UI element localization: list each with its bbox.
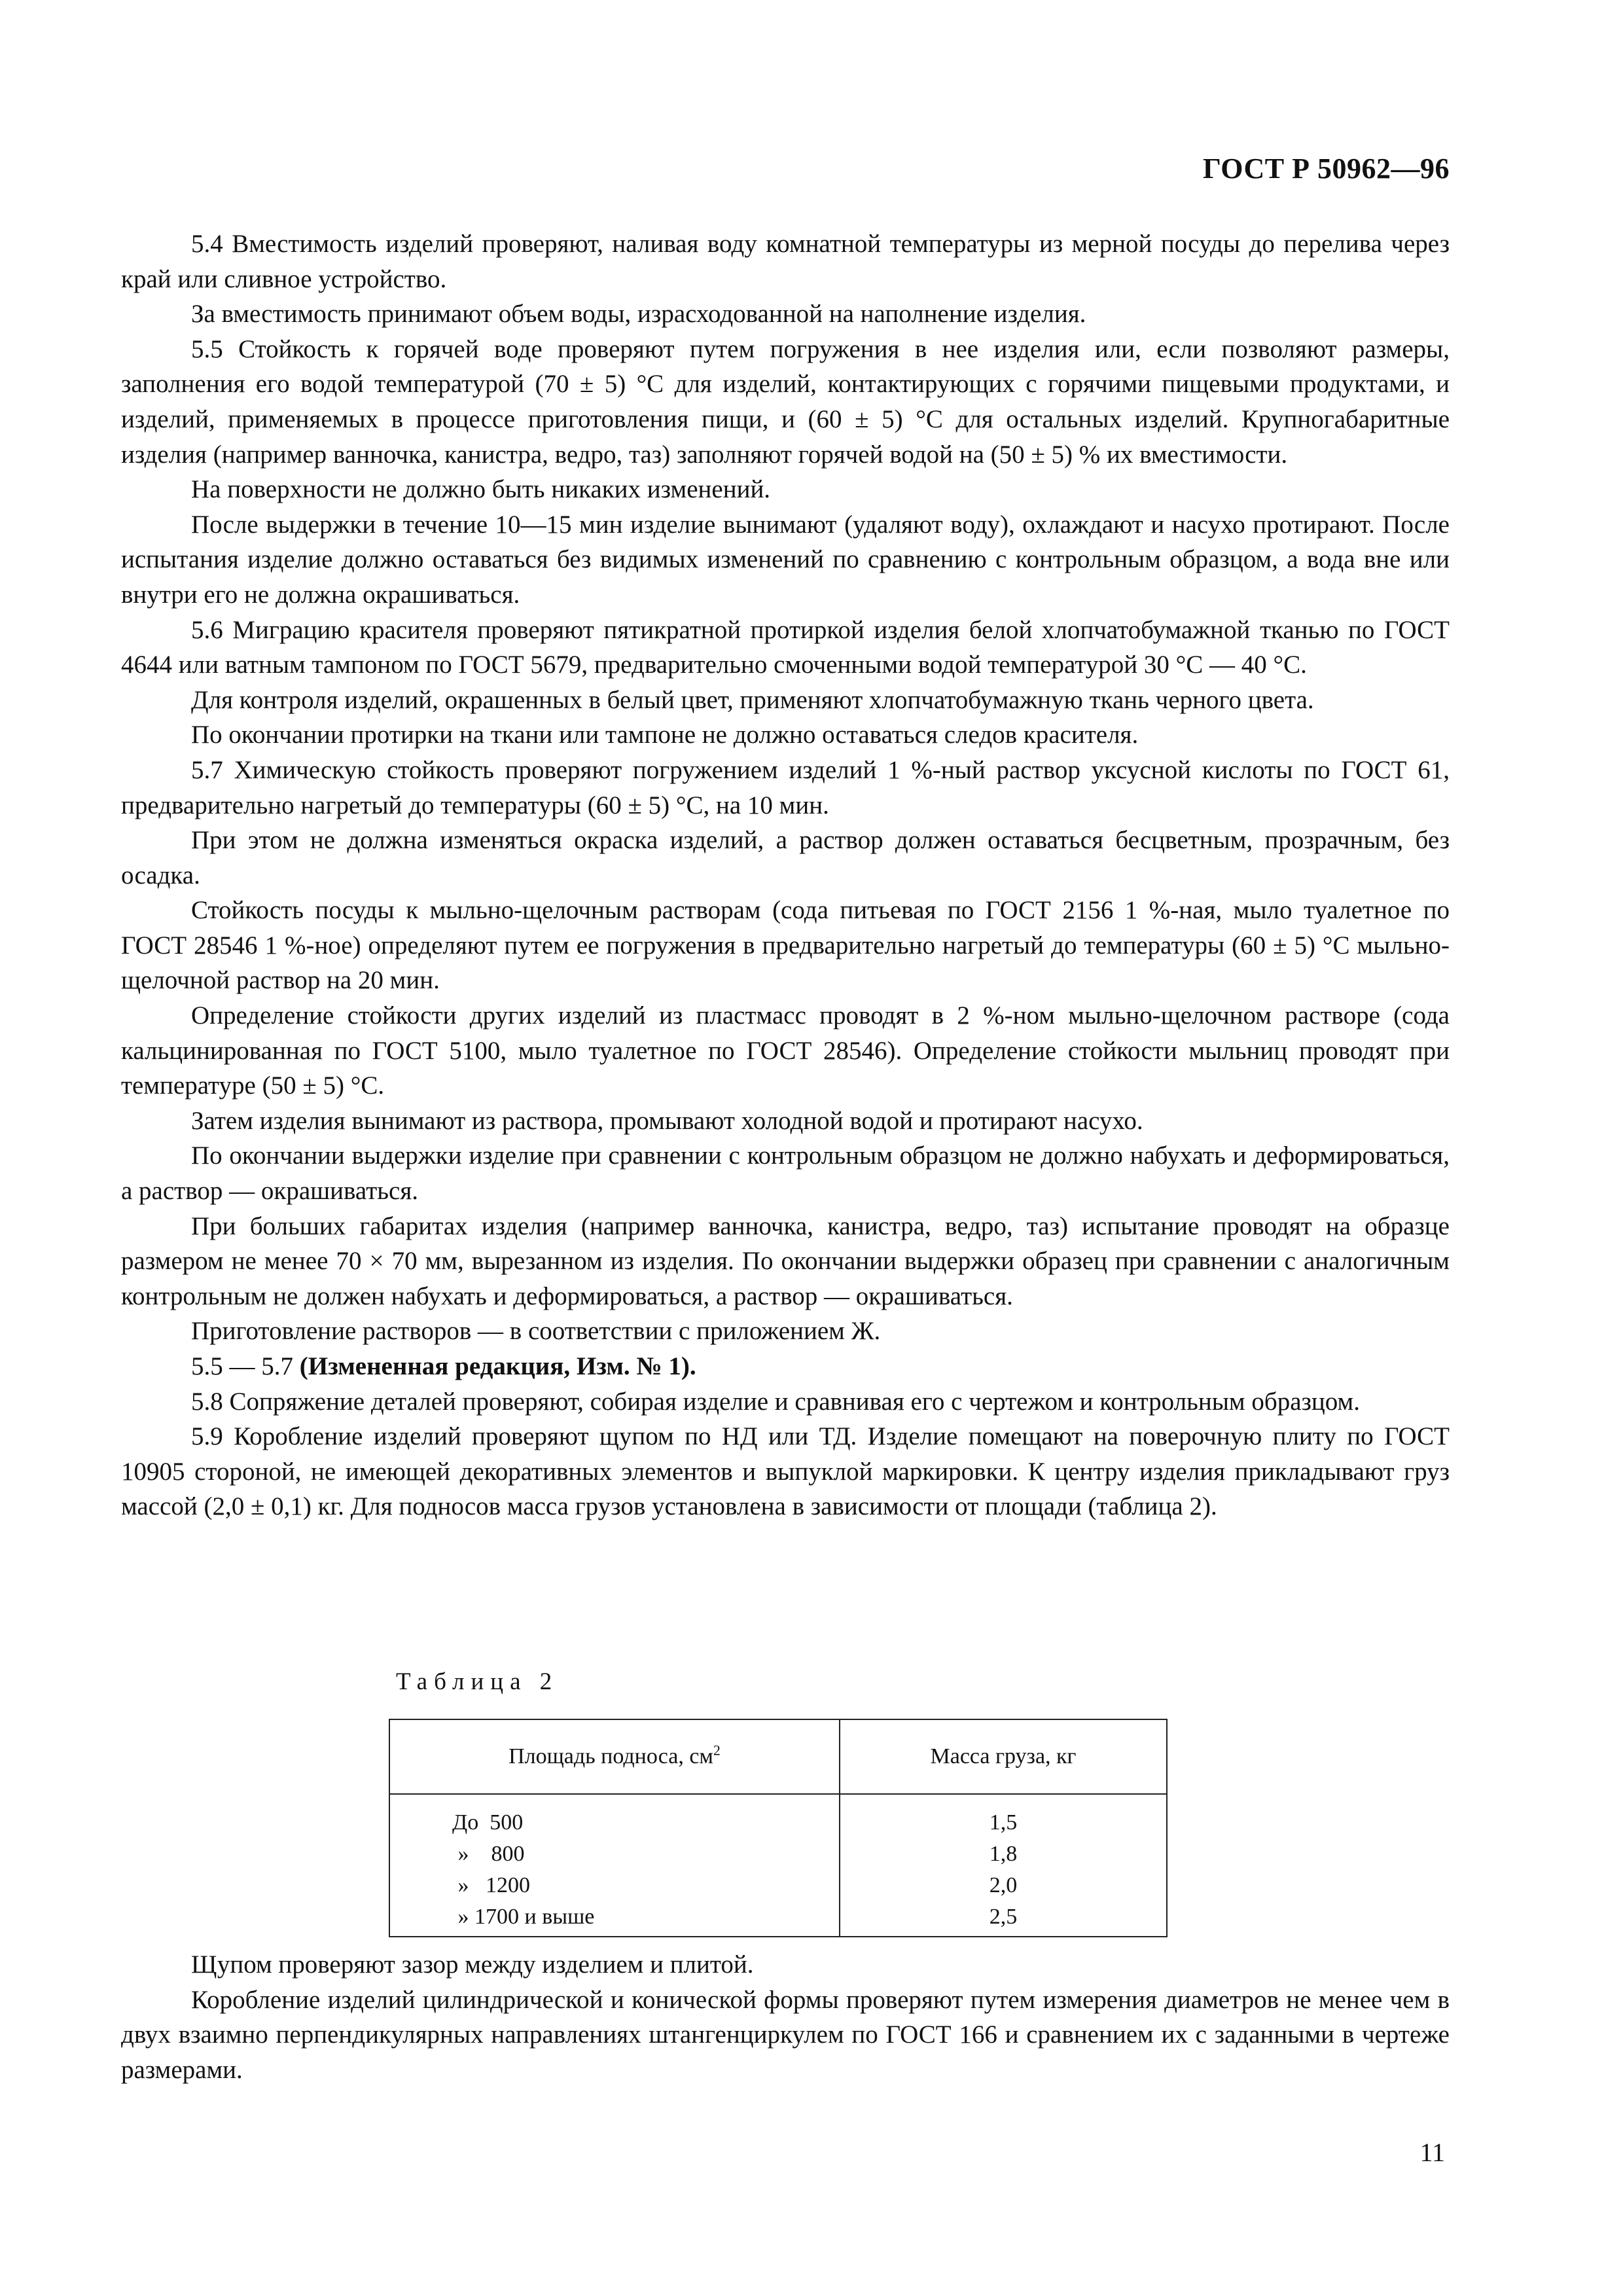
paragraph: При больших габаритах изделия (например ванночка, канистра, ведро, таз) испытание проводят на образце размером не менее 70 × 70 мм, вырезанном из изделия. По окончании выдержки образец при сравнении с аналогичным контрольным не должен набухать и деформироваться, а раствор — окрашиваться. [121, 1211, 1450, 1310]
paragraph: 5.9 Коробление изделий проверяют щупом по НД или ТД. Изделие помещают на поверочную плиту по ГОСТ 10905 стороной, не имеющей декоративных элементов и выпуклой маркировки. К центру изделия прикладывают груз массой (2,0 ± 0,1) кг. Для подносов масса грузов установлена в зависимости от площади (таблица 2). [121, 1422, 1450, 1521]
paragraph: При этом не должна изменяться окраска изделий, а раствор должен оставаться бесцветным, прозрачным, без осадка. [121, 826, 1450, 889]
main-text [121, 226, 1450, 1524]
amendment-note [121, 1349, 1450, 1384]
paragraph: После выдержки в течение 10—15 мин изделие вынимают (удаляют воду), охлаждают и насухо протирают. После испытания изделие должно оставаться без видимых изменений по сравнению с контрольным образцом, а вода вне или внутри его не должна окрашиваться. [121, 510, 1450, 609]
mass-column-header: Масса груза, кг [840, 1719, 1167, 1794]
page-number: 11 [1419, 2138, 1445, 2167]
area-cell: » 1700 и выше [389, 1901, 840, 1937]
mass-cell: 1,5 [989, 1810, 1018, 1835]
paragraph: Щупом проверяют зазор между изделием и плитой. [191, 1950, 754, 1979]
paragraph: 5.5 Стойкость к горячей воде проверяют путем погружения в нее изделия или, если позволяют размеры, заполнения его водой температурой (70 ± 5) °С для изделий, контактирующих с горячими пищевыми продуктами, и изделий, применяемых в процессе приготовления пищи, и (60 ± 5) °С для остальных изделий. Крупногабаритные изделия (например ванночка, канистра, ведро, таз) заполняют горячей водой на (50 ± 5) % их вместимости. [121, 334, 1450, 469]
paragraph: По окончании протирки на ткани или тампоне не должно оставаться следов красителя. [191, 721, 1139, 749]
paragraph: 5.8 Сопряжение деталей проверяют, собирая изделие и сравнивая его с чертежом и контрольным образцом. [191, 1387, 1360, 1416]
paragraph: За вместимость принимают объем воды, израсходованной на наполнение изделия. [191, 300, 1086, 329]
paragraph: Приготовление растворов — в соответствии с приложением Ж. [191, 1317, 881, 1346]
area-cell: До 500 [389, 1794, 840, 1839]
amendment-prefix: 5.5 — 5.7 [191, 1352, 300, 1380]
area-header-text: Площадь подноса, см [508, 1744, 713, 1768]
paragraph: 5.4 Вместимость изделий проверяют, наливая воду комнатной температуры из мерной посуды до перелива через край или сливное устройство. [121, 230, 1450, 293]
table-header-row [389, 1719, 1167, 1794]
paragraph: Стойкость посуды к мыльно-щелочным растворам (сода питьевая по ГОСТ 2156 1 %-ная, мыло туалетное по ГОСТ 28546 1 %-ное) определяют путем ее погружения в предварительно нагретый до температуры (60 ± 5) °С мыльно-щелочной раствор на 20 мин. [121, 896, 1450, 995]
paragraph: Коробление изделий цилиндрической и конической формы проверяют путем измерения диаметров не менее чем в двух взаимно перпендикулярных направлениях штангенциркулем по ГОСТ 166 и сравнением их с заданными в чертеже размерами. [121, 1985, 1450, 2084]
closing-text [121, 1947, 1450, 2087]
mass-cell: 2,0 [989, 1873, 1018, 1897]
table-row [389, 1839, 1167, 1870]
mass-cell: 2,5 [989, 1905, 1018, 1929]
paragraph: По окончании выдержки изделие при сравнении с контрольным образцом не должно набухать и деформироваться, а раствор — окрашиваться. [121, 1141, 1450, 1206]
area-header-superscript: 2 [713, 1742, 721, 1759]
paragraph: Для контроля изделий, окрашенных в белый цвет, применяют хлопчатобумажную ткань черного цвета. [191, 685, 1314, 714]
weight-table [389, 1719, 1168, 1937]
paragraph: Затем изделия вынимают из раствора, промывают холодной водой и протирают насухо. [191, 1106, 1143, 1135]
table-row [389, 1794, 1167, 1839]
area-cell: » 800 [389, 1839, 840, 1870]
area-cell: » 1200 [389, 1870, 840, 1901]
table-caption: Таблица 2 [396, 1668, 559, 1695]
table-row [389, 1870, 1167, 1901]
mass-cell: 1,8 [989, 1842, 1018, 1866]
paragraph: Определение стойкости других изделий из пластмасс проводят в 2 %-ном мыльно-щелочном растворе (сода кальцинированная по ГОСТ 5100, мыло туалетное по ГОСТ 28546). Определение стойкости мыльниц проводят при температуре (50 ± 5) °С. [121, 1001, 1450, 1100]
paragraph: 5.6 Миграцию красителя проверяют пятикратной протиркой изделия белой хлопчатобумажной тканью по ГОСТ 4644 или ватным тампоном по ГОСТ 5679, предварительно смоченными водой температурой 30 °С — 40 °С. [121, 615, 1450, 679]
area-column-header [389, 1719, 840, 1794]
document-code: ГОСТ Р 50962—96 [1202, 152, 1450, 185]
table-row [389, 1901, 1167, 1937]
paragraph: 5.7 Химическую стойкость проверяют погружением изделий 1 %-ный раствор уксусной кислоты по ГОСТ 61, предварительно нагретый до температуры (60 ± 5) °С, на 10 мин. [121, 755, 1450, 819]
paragraph: На поверхности не должно быть никаких изменений. [191, 475, 771, 504]
amendment-bold: (Измененная редакция, Изм. № 1). [299, 1352, 696, 1380]
